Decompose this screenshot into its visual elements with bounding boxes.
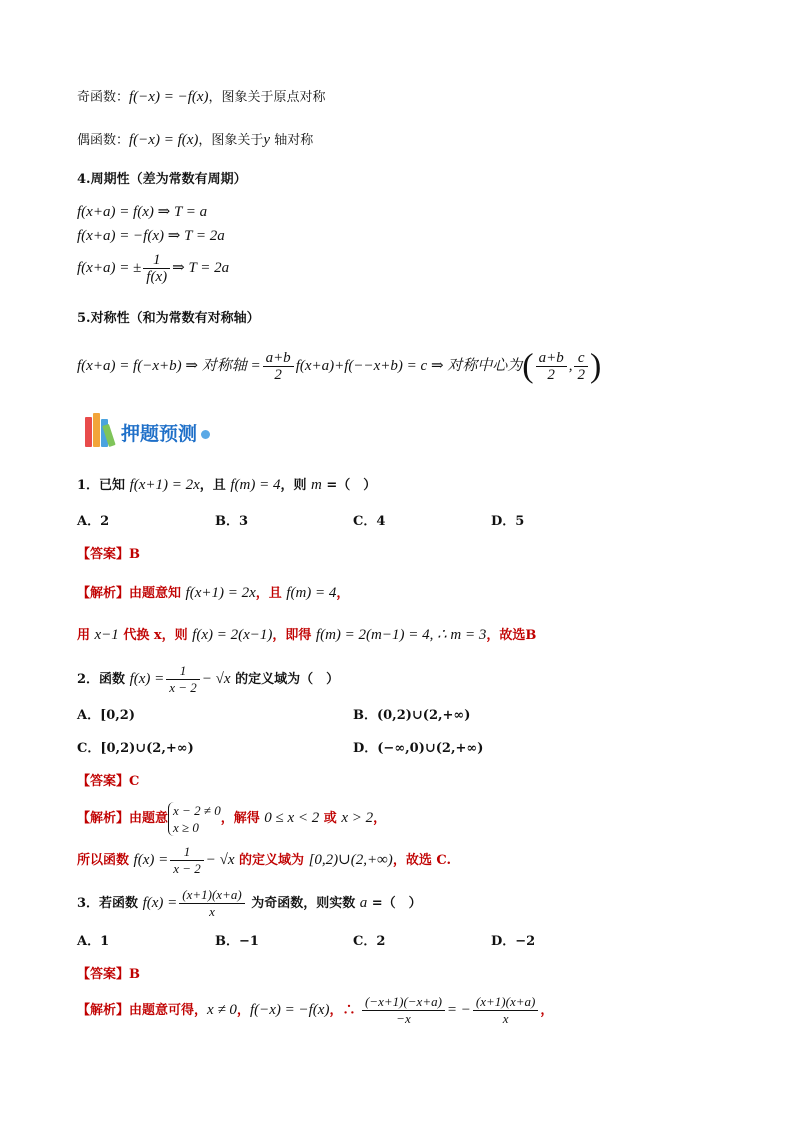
q3-analysis-c: ，∴ [329,1003,360,1018]
q3-stem [77,885,422,922]
q2-answer-tag: 【答案】 [77,774,130,789]
q2-sys-2: x ≥ 0 [173,819,199,835]
q1-stem-a: 1．已知 [77,478,130,493]
q3-analysis-f2: f(−x) = −f(x) [249,1002,330,1018]
even-desc: ，图象关于 [198,133,264,148]
sym-c1-num: a+b [536,350,567,367]
period-heading: 4.周期性（差为常数有周期） [77,172,247,187]
q1-answer-value: B [129,547,141,562]
q3-analysis-den2: x [502,1011,509,1026]
q3-option-b: B．−1 [215,934,259,949]
sym-mid: f(x+a)+f(−−x+b) = c ⇒ 对称中心为 [295,358,523,374]
sym-den: 2 [274,367,282,384]
period-3-num: 1 [143,252,170,269]
q2-option-b: B．(0,2)∪(2,+∞) [353,708,471,723]
odd-desc: ，图象关于原点对称 [208,90,326,105]
q1-analysis-2 [77,626,536,645]
q3-analysis-f1: x ≠ 0 [207,1002,237,1018]
even-label: 偶函数： [77,133,130,148]
q3-analysis-d: ， [540,1003,554,1018]
q3-stem-b: 为奇函数，则实数 [246,896,360,911]
q3-stem-a: 3．若函数 [77,896,143,911]
q2-analysis-2b: 的定义域为 [234,853,309,868]
prediction-banner [85,409,210,447]
q2-analysis-den: x − 2 [173,861,201,876]
q3-analysis-fraction-2 [473,994,538,1027]
right-paren: ) [589,347,602,385]
period-3-left: f(x+a) = ± [77,260,142,276]
q2-stem-sqrt: − √x [201,671,231,687]
sym-fraction [263,350,294,383]
q1-analysis-2a: 用 [77,628,95,643]
q3-answer-value: B [129,967,141,982]
q3-stem-den: x [209,904,215,919]
q1-option-c: C．4 [353,514,386,529]
banner-title: 押题预测 [121,423,198,445]
even-function-line [77,131,313,150]
q1-analysis-2f3: f(m) = 2(m−1) = 4, ∴ m = 3 [315,627,487,643]
q3-analysis-tag: 【解析】 [77,1003,130,1018]
q3-analysis-a: 由题意可得， [129,1003,208,1018]
q1-analysis-1f2: f(m) = 4 [286,585,337,601]
period-3-den: f(x) [146,269,168,286]
odd-label: 奇函数： [77,90,130,105]
q1-stem-f2: f(m) = 4 [230,477,281,493]
q1-stem-d: =（ ） [321,478,377,493]
q1-option-b: B．3 [215,514,249,529]
q3-analysis-num1: (−x+1)(−x+a) [362,994,445,1011]
q2-stem-den: x − 2 [169,680,197,695]
q1-analysis-2c: ，即得 [272,628,316,643]
q3-analysis-num2: (x+1)(x+a) [473,994,538,1011]
q3-stem-num: (x+1)(x+a) [179,887,244,904]
odd-function-line [77,88,326,107]
q1-analysis-2f2: f(x) = 2(x−1) [192,627,273,643]
q2-stem-fraction [166,663,200,696]
q3-answer [77,966,140,984]
q1-analysis-tag: 【解析】 [77,586,130,601]
q2-analysis-2c: ，故选 C. [392,853,451,868]
q1-option-d: D．5 [491,514,525,529]
q3-analysis [77,992,553,1029]
q2-stem-num: 1 [166,663,200,680]
q1-stem-f1: f(x+1) = 2x [129,477,200,493]
sym-center-y [574,350,588,383]
symmetry-heading: 5.对称性（和为常数有对称轴） [77,311,260,326]
q2-analysis-num: 1 [170,844,204,861]
q3-answer-tag: 【答案】 [77,967,130,982]
q3-option-c: C．2 [353,934,386,949]
q1-stem [77,476,376,495]
period-formula-3 [77,251,229,285]
q2-answer-value: C [129,774,140,789]
even-formula: f(−x) = f(x) [129,132,199,148]
period-formula-1: f(x+a) = f(x) ⇒ T = a [77,204,208,220]
q3-analysis-b: ， [236,1003,250,1018]
q1-analysis-1 [77,584,349,603]
q2-analysis-1a: 由题意 [129,811,169,826]
sym-c1-den: 2 [547,367,555,384]
q2-analysis-2 [77,843,451,878]
books-icon [85,411,119,447]
q1-stem-c: ，则 [280,478,311,493]
q1-stem-var: m [310,477,322,493]
q3-stem-var: a [359,895,368,911]
q2-analysis-fraction [170,844,204,877]
q2-answer [77,773,139,791]
q2-option-a: A．[0,2) [77,708,136,723]
q1-option-a: A．2 [77,514,110,529]
q2-analysis-set: [0,2)∪(2,+∞) [308,852,393,868]
q3-analysis-fraction-1 [362,994,445,1027]
q1-analysis-2d: ，故选B [486,628,537,643]
q2-analysis-1g: x > 2 [341,810,374,826]
q3-stem-f: f(x) = [142,895,178,911]
q1-answer-tag: 【答案】 [77,547,130,562]
q1-analysis-1c: ， [336,586,350,601]
left-paren: ( [522,347,534,385]
q2-analysis-1f: 0 ≤ x < 2 [264,810,320,826]
period-formula-2: f(x+a) = −f(x) ⇒ T = 2a [77,228,225,244]
q2-analysis-1b: ，解得 [220,811,265,826]
sym-num: a+b [263,350,294,367]
q2-analysis-1c: 或 [319,811,342,826]
q2-analysis-1 [77,798,386,839]
q3-analysis-den1: −x [396,1011,411,1026]
q2-sys-1: x − 2 ≠ 0 [173,802,221,818]
q2-option-c: C．[0,2)∪(2,+∞) [77,741,194,756]
q1-analysis-2f1: x−1 [94,627,119,643]
q2-analysis-2a: 所以函数 [77,853,134,868]
odd-formula: f(−x) = −f(x) [129,89,209,105]
banner-dot-icon [201,430,210,439]
q1-answer [77,546,140,564]
q2-stem-f: f(x) = [129,671,165,687]
sym-left: f(x+a) = f(−x+b) ⇒ 对称轴 = [77,358,261,374]
q1-stem-b: ，且 [199,478,231,493]
symmetry-formula: f(x+a) = f(−x+b) ⇒ 对称轴 = $\frac{a+b}{2}$ f(x+a)+f(−−x+b) = c ⇒ 对称中心为( $\frac{a+b}{2}$ , $\frac{c}{2}$ ) [77,347,602,385]
q3-stem-fraction [179,887,244,920]
sym-center-x [536,350,567,383]
q3-analysis-eq: = − [446,1002,471,1018]
q2-stem-b: 的定义域为（ ） [230,672,340,687]
q1-analysis-1b: ，且 [255,586,287,601]
q2-stem-a: 2．函数 [77,672,130,687]
q3-option-a: A．1 [77,934,110,949]
period-3-fraction [143,252,170,285]
q3-stem-c: =（ ） [367,896,422,911]
q2-analysis-2f: f(x) = [133,852,169,868]
period-3-right: ⇒ T = 2a [172,260,230,276]
sym-c2-num: c [574,350,588,367]
q2-stem [77,662,339,697]
q2-analysis-1d: ， [373,811,387,826]
q1-analysis-2b: 代换 x，则 [118,628,193,643]
q2-option-d: D．(−∞,0)∪(2,+∞) [353,741,484,756]
q1-analysis-1f1: f(x+1) = 2x [185,585,256,601]
even-desc2: 轴对称 [270,133,314,148]
sym-c2-den: 2 [577,367,585,384]
even-axis: y [263,132,271,148]
q2-analysis-tag: 【解析】 [77,811,130,826]
q3-option-d: D．−2 [491,934,536,949]
q1-analysis-1a: 由题意知 [129,586,186,601]
q2-system [168,802,221,836]
q2-analysis-sqrt: − √x [205,852,235,868]
